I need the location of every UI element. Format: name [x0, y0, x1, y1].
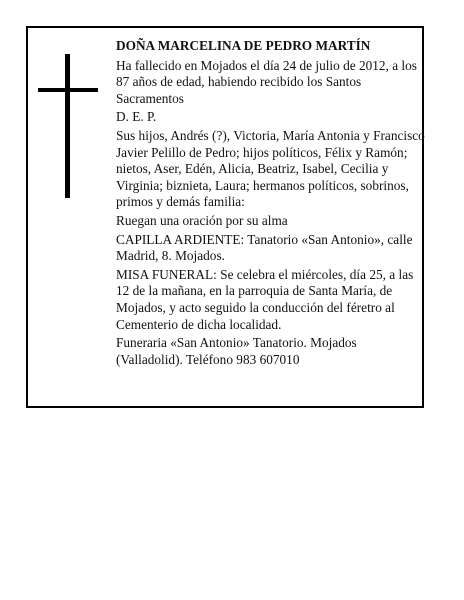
chapel-info: CAPILLA ARDIENTE: Tanatorio «San Antonio», calle Madrid, 8. Mojados. — [116, 231, 413, 264]
cross-vertical-bar — [65, 54, 70, 198]
rip-line: D. E. P. — [116, 109, 157, 125]
cross-icon — [38, 54, 98, 198]
family-list: Sus hijos, Andrés (?), Victoria, María Antonia y Francisco Javier Pelillo de Pedro; hijos políticos, Félix y Ramón; nietos, Aser, Edén, Alicia, Beatriz, Isabel, Cecilia y Virginia; biznieta, Laura; hermanos políticos, sobrinos, primos y demás familia: — [116, 127, 425, 210]
prayer-request: Ruegan una oración por su alma — [116, 212, 288, 228]
obituary-notice — [26, 26, 424, 408]
deceased-name: DOÑA MARCELINA DE PEDRO MARTÍN — [116, 38, 371, 53]
death-announcement: Ha fallecido en Mojados el día 24 de julio de 2012, a los 87 años de edad, habiendo recibido los Santos Sacramentos — [116, 57, 417, 106]
funeral-home-info: Funeraria «San Antonio» Tanatorio. Mojados (Valladolid). Teléfono 983 607010 — [116, 335, 357, 367]
cross-horizontal-bar — [38, 88, 98, 92]
notice-content — [116, 38, 426, 370]
funeral-mass-info: MISA FUNERAL: Se celebra el miércoles, día 25, a las 12 de la mañana, en la parroquia de Santa María, de Mojados, y acto seguido la conducción del féretro al Cementerio de dicha localidad. — [116, 266, 414, 332]
